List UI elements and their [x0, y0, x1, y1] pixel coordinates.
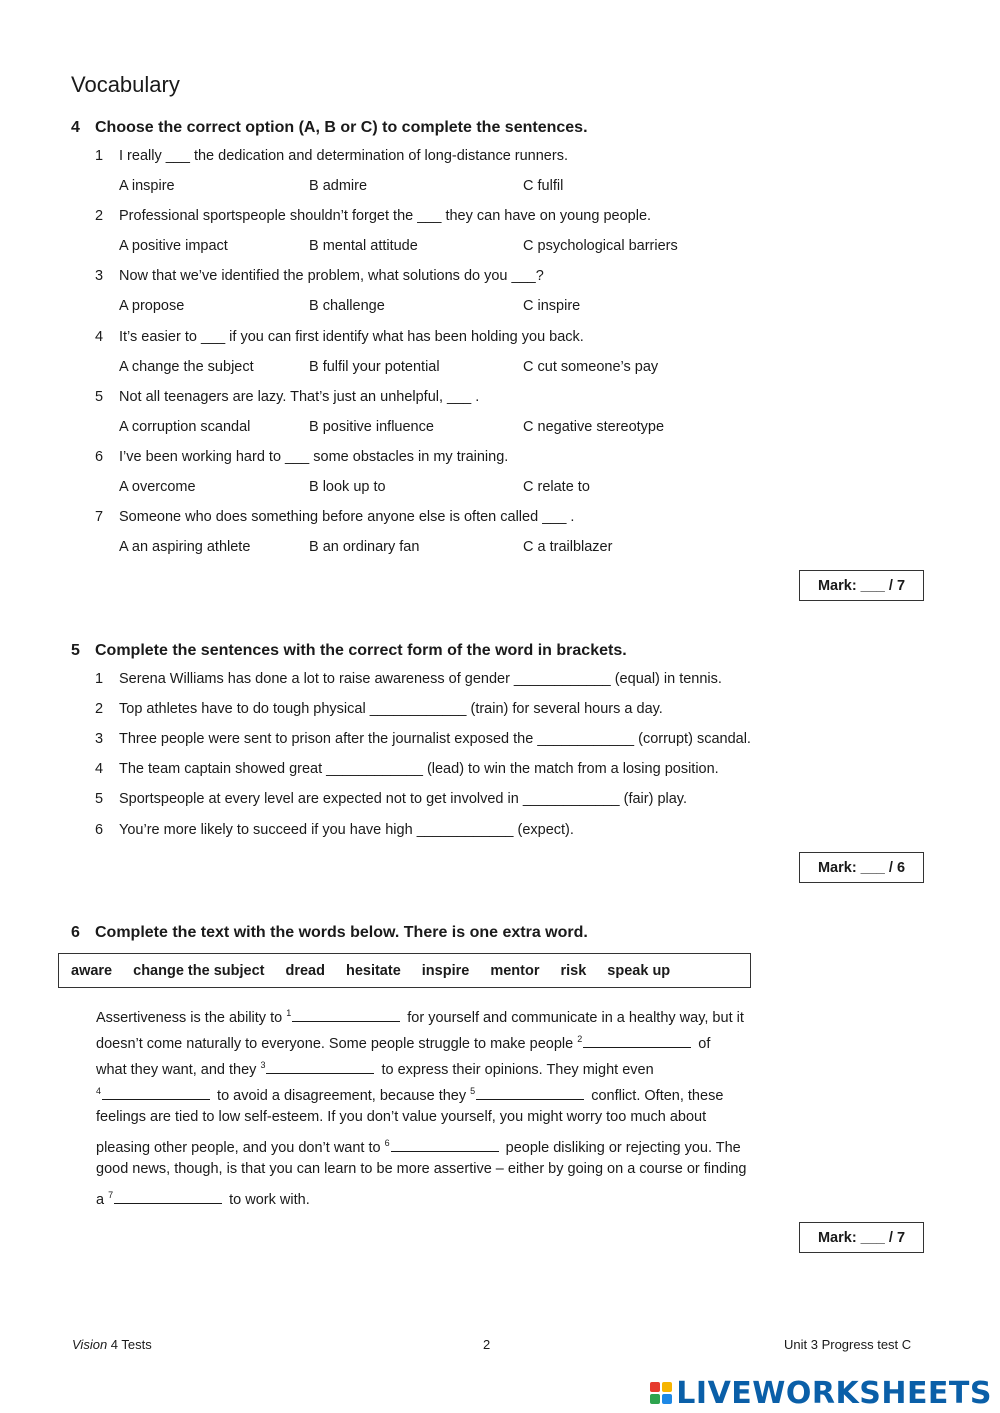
page-number: 2 [483, 1337, 491, 1352]
option-b[interactable]: B admire [309, 178, 368, 194]
option-c[interactable]: C relate to [523, 479, 590, 495]
footer-right: Unit 3 Progress test C [784, 1337, 912, 1352]
gap-fill-text [96, 1000, 786, 1208]
gap-number: 1 [286, 1008, 292, 1018]
question-text: Someone who does something before anyone else is often called ___ . [119, 509, 575, 526]
question-number: 5 [95, 388, 104, 405]
gap-number: 2 [577, 1034, 583, 1044]
gap-number: 3 [260, 1060, 266, 1070]
footer-left: Vision 4 Tests [72, 1337, 152, 1352]
option-a[interactable]: A positive impact [119, 238, 228, 255]
question-text[interactable]: The team captain showed great ____________ (lead) to win the match from a losing position. [119, 761, 719, 778]
question-text[interactable]: You’re more likely to succeed if you have high ____________ (expect). [119, 821, 574, 838]
question-item [95, 389, 795, 409]
question-number: 6 [95, 449, 104, 465]
word-bank-item: aware [71, 962, 113, 979]
option-c[interactable]: C inspire [523, 298, 581, 315]
question-item [95, 731, 815, 751]
question-text: I’ve been working hard to ___ some obstacles in my training. [119, 449, 509, 465]
word-bank-item: hesitate [345, 962, 401, 979]
question-number: 3 [95, 731, 104, 748]
question-text[interactable]: Sportspeople at every level are expected not to get involved in ____________ (fair) play. [119, 791, 688, 808]
exercise-number: 6 [71, 924, 80, 941]
question-item [95, 822, 815, 842]
exercise-4-title [71, 119, 588, 137]
exercise-instruction: Complete the sentences with the correct form of the word in brackets. [95, 642, 627, 659]
option-a[interactable]: A an aspiring athlete [119, 539, 251, 556]
question-item [95, 449, 795, 469]
logo-square-yellow [662, 1382, 672, 1392]
text-line: Assertiveness is the ability to $^1$ for yourself and communicate in a healthy way, but it [96, 1008, 744, 1026]
question-number: 1 [95, 148, 104, 164]
option-c[interactable]: C negative stereotype [523, 418, 665, 435]
question-number: 6 [95, 821, 104, 838]
question-text[interactable]: Serena Williams has done a lot to raise awareness of gender ____________ (equal) in tennis. [119, 671, 722, 687]
question-text[interactable]: Top athletes have to do tough physical ____________ (train) for several hours a day. [119, 701, 663, 718]
option-a[interactable]: A corruption scandal [119, 418, 251, 435]
gap-input-2[interactable] [583, 1033, 691, 1048]
option-c[interactable]: C fulfil [523, 178, 564, 194]
text-line: pleasing other people, and you don’t want to $^6$ people disliking or rejecting you. The [96, 1138, 741, 1156]
question-text: I really ___ the dedication and determination of long-distance runners. [119, 148, 568, 164]
option-c[interactable]: C cut someone’s pay [523, 358, 659, 375]
ex5-mark-box[interactable]: Mark: ___ / 6 [799, 852, 924, 883]
option-c[interactable]: C a trailblazer [523, 539, 613, 556]
text-line: what they want, and they $^3$ to express their opinions. They might even [96, 1060, 654, 1078]
exercise-number: 4 [71, 119, 80, 136]
logo-square-blue [662, 1394, 672, 1404]
word-bank-item: risk [560, 962, 587, 979]
option-b[interactable]: B fulfil your potential [309, 358, 440, 375]
question-number: 3 [95, 268, 104, 285]
option-a[interactable]: A inspire [119, 178, 175, 194]
logo-square-green [650, 1394, 660, 1404]
word-bank-item: change the subject [133, 962, 265, 979]
book-title: Vision [72, 1337, 108, 1352]
gap-input-4[interactable] [102, 1085, 210, 1100]
page-heading: Vocabulary [71, 72, 180, 97]
gap-input-5[interactable] [476, 1085, 584, 1100]
option-c[interactable]: C psychological barriers [523, 238, 678, 255]
text-line: $^4$ to avoid a disagreement, because they $^5$ conflict. Often, these [96, 1086, 724, 1104]
exercise-5-title [71, 642, 627, 660]
exercise-6-title [71, 924, 588, 942]
question-item [95, 701, 815, 721]
option-a[interactable]: A propose [119, 298, 185, 315]
option-b[interactable]: B an ordinary fan [309, 539, 420, 556]
exercise-number: 5 [71, 642, 80, 659]
exercise-instruction: Choose the correct option (A, B or C) to complete the sentences. [95, 119, 588, 136]
question-item [95, 208, 795, 228]
question-item [95, 791, 815, 811]
question-number: 4 [95, 328, 104, 345]
option-b[interactable]: B challenge [309, 298, 385, 315]
question-item [95, 329, 795, 349]
question-number: 2 [95, 701, 104, 718]
liveworksheets-logo-icon [650, 1382, 672, 1404]
gap-number: 7 [108, 1190, 114, 1200]
question-item [95, 761, 815, 781]
question-item [95, 509, 795, 529]
exercise-instruction: Complete the text with the words below. There is one extra word. [95, 924, 588, 941]
gap-input-7[interactable] [114, 1189, 222, 1204]
question-text[interactable]: Three people were sent to prison after the journalist exposed the ____________ (corrupt) scandal. [119, 731, 751, 748]
question-number: 7 [95, 509, 104, 526]
option-b[interactable]: B positive influence [309, 418, 434, 435]
liveworksheets-watermark [650, 1377, 992, 1409]
gap-input-6[interactable] [391, 1137, 499, 1152]
option-a[interactable]: A overcome [119, 479, 196, 495]
ex4-mark-box[interactable]: Mark: ___ / 7 [799, 570, 924, 601]
question-text: Now that we’ve identified the problem, what solutions do you ___? [119, 268, 544, 285]
option-b[interactable]: B mental attitude [309, 238, 418, 255]
word-bank-item: mentor [490, 962, 540, 979]
word-bank-item: speak up [607, 962, 671, 979]
question-item [95, 148, 795, 168]
watermark-text: LIVEWORKSHEETS [676, 1375, 992, 1411]
logo-square-red [650, 1382, 660, 1392]
text-line: good news, though, is that you can learn to be more assertive – either by going on a course or finding [96, 1161, 747, 1177]
question-text: Professional sportspeople shouldn’t forget the ___ they can have on young people. [119, 208, 652, 225]
word-bank-item: dread [285, 962, 325, 979]
text-line: a $^7$ to work with. [96, 1190, 310, 1208]
question-number: 1 [95, 671, 104, 687]
question-number: 4 [95, 761, 104, 778]
question-item [95, 268, 795, 288]
question-text: It’s easier to ___ if you can first identify what has been holding you back. [119, 328, 584, 345]
gap-number: 4 [96, 1086, 102, 1096]
word-bank-item: inspire [421, 962, 470, 979]
gap-input-1[interactable] [292, 1007, 400, 1022]
gap-input-3[interactable] [266, 1059, 374, 1074]
text-line: feelings are tied to low self-esteem. If you don’t value yourself, you might worry too much about [96, 1109, 707, 1125]
option-b[interactable]: B look up to [309, 479, 386, 495]
option-a[interactable]: A change the subject [119, 358, 254, 375]
word-bank [58, 953, 751, 988]
gap-number: 6 [384, 1138, 390, 1148]
ex6-mark-box[interactable]: Mark: ___ / 7 [799, 1222, 924, 1253]
question-number: 5 [95, 791, 104, 808]
question-number: 2 [95, 208, 104, 225]
text-line: doesn’t come naturally to everyone. Some people struggle to make people $^2$ of [96, 1034, 711, 1052]
question-item [95, 671, 815, 691]
question-text: Not all teenagers are lazy. That’s just an unhelpful, ___ . [119, 388, 480, 405]
gap-number: 5 [470, 1086, 476, 1096]
